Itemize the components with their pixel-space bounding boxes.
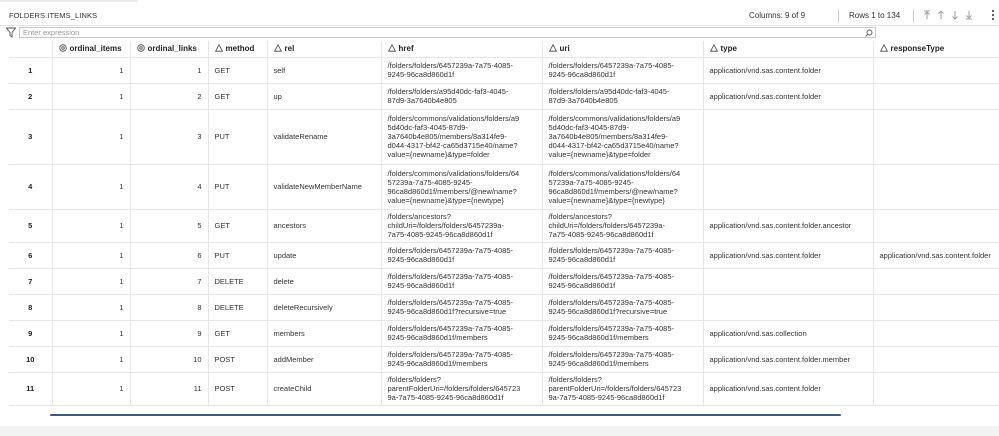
cell-href[interactable]: /folders/folders/a95d40dc-faf3-4045- 87d9-3a7640b4e805 [381,83,542,109]
cell-rel[interactable]: validateNewMemberName [267,164,381,209]
cell-method[interactable]: GET [208,57,267,83]
table-row[interactable] [9,57,999,83]
row-number: 9 [9,320,52,346]
cell-responsetype[interactable] [873,164,999,209]
cell-ordinal_links[interactable]: 7 [130,268,208,294]
cell-ordinal_items[interactable]: 1 [52,320,130,346]
column-header-label: responseType [890,44,945,54]
cell-method[interactable]: PUT [208,164,267,209]
cell-type[interactable]: application/vnd.sas.content.folder.member [703,346,873,372]
divider [913,10,914,22]
table-header-bar [0,4,999,26]
table-row[interactable] [9,320,999,346]
character-column-icon [710,44,718,52]
column-header-method[interactable] [208,41,267,57]
cell-uri[interactable]: /folders/folders/6457239a-7a75-4085- 9245-96ca8d860d1f [542,268,703,294]
expression-input[interactable] [23,28,853,37]
cell-href[interactable]: /folders/folders/6457239a-7a75-4085- 9245-96ca8d860d1f [381,57,542,83]
cell-ordinal_items[interactable]: 1 [52,372,130,405]
cell-ordinal_links[interactable]: 10 [130,346,208,372]
cell-rel[interactable]: update [267,242,381,268]
row-number: 2 [9,83,52,109]
table-row[interactable] [9,242,999,268]
cell-method[interactable]: POST [208,346,267,372]
cell-method[interactable]: DELETE [208,268,267,294]
cell-href[interactable]: /folders/folders/6457239a-7a75-4085- 9245-96ca8d860d1f [381,242,542,268]
cell-href[interactable]: /folders/folders/6457239a-7a75-4085- 9245-96ca8d860d1f?recursive=true [381,294,542,320]
tab-strip [0,0,999,3]
character-column-icon [549,44,557,52]
cell-responsetype[interactable] [873,109,999,164]
column-header-label: uri [559,44,570,54]
column-header-label: ordinal_links [147,44,197,54]
numeric-column-icon [59,44,67,52]
cell-responsetype[interactable]: application/vnd.sas.content.folder [873,242,999,268]
cell-responsetype[interactable] [873,294,999,320]
character-column-icon [388,44,396,52]
divider [838,10,839,22]
row-number: 3 [9,109,52,164]
table-row[interactable] [9,294,999,320]
cell-type[interactable]: application/vnd.sas.content.folder.ancestor [703,209,873,242]
column-header-label: rel [284,44,295,54]
cell-method[interactable]: GET [208,209,267,242]
table-row[interactable] [9,164,999,209]
cell-rel[interactable]: deleteRecursively [267,294,381,320]
cell-uri[interactable]: /folders/folders/6457239a-7a75-4085- 9245-96ca8d860d1f [542,57,703,83]
cell-ordinal_items[interactable]: 1 [52,83,130,109]
column-header-uri[interactable] [542,41,703,57]
cell-responsetype[interactable] [873,268,999,294]
row-number-header [9,41,52,57]
cell-uri[interactable]: /folders/folders? parentFolderUri=/folders/folders/645723 9a-7a75-4085-9245-96ca8d860d1f [542,372,703,405]
cell-type[interactable] [703,109,873,164]
cell-ordinal_links[interactable]: 8 [130,294,208,320]
table-row[interactable] [9,109,999,164]
cell-ordinal_links[interactable]: 1 [130,57,208,83]
cell-uri[interactable]: /folders/folders/6457239a-7a75-4085- 9245-96ca8d860d1f/members [542,320,703,346]
column-header-row [9,41,999,57]
numeric-column-icon [137,44,145,52]
column-header-label: ordinal_items [69,44,122,54]
previous-page-icon[interactable] [936,10,946,22]
cell-ordinal_links[interactable]: 2 [130,83,208,109]
rows-range-label: Rows 1 to 134 [849,11,901,20]
cell-responsetype[interactable] [873,320,999,346]
cell-type[interactable]: application/vnd.sas.content.folder [703,57,873,83]
horizontal-scrollbar-thumb[interactable] [50,414,841,416]
cell-uri[interactable]: /folders/folders/6457239a-7a75-4085- 9245-96ca8d860d1f?recursive=true [542,294,703,320]
cell-rel[interactable]: self [267,57,381,83]
cell-ordinal_items[interactable]: 1 [52,57,130,83]
table-body [9,57,999,405]
row-number: 1 [9,57,52,83]
cell-uri[interactable]: /folders/folders/6457239a-7a75-4085- 9245-96ca8d860d1f/members [542,346,703,372]
cell-rel[interactable]: up [267,83,381,109]
table-row[interactable] [9,372,999,405]
cell-uri[interactable]: /folders/ancestors? childUri=/folders/folders/6457239a- 7a75-4085-9245-96ca8d860d1f [542,209,703,242]
column-header-label: type [720,44,737,54]
cell-href[interactable]: /folders/folders/6457239a-7a75-4085- 9245-96ca8d860d1f/members [381,320,542,346]
cell-href[interactable]: /folders/folders/6457239a-7a75-4085- 9245-96ca8d860d1f [381,268,542,294]
cell-ordinal_links[interactable]: 11 [130,372,208,405]
cell-ordinal_items[interactable]: 1 [52,294,130,320]
cell-href[interactable]: /folders/commons/validations/folders/64 57239a-7a75-4085-9245- 96ca8d860d1f/members/@new/name? value={newname}&type={newtype} [381,164,542,209]
table-row[interactable] [9,346,999,372]
row-number: 6 [9,242,52,268]
cell-href[interactable]: /folders/ancestors? childUri=/folders/folders/6457239a- 7a75-4085-9245-96ca8d860d1f [381,209,542,242]
row-number: 5 [9,209,52,242]
character-column-icon [215,44,223,52]
cell-ordinal_links[interactable]: 6 [130,242,208,268]
cell-type[interactable] [703,268,873,294]
columns-count-button[interactable]: Columns: 9 of 9 [749,11,806,20]
cell-responsetype[interactable] [873,372,999,405]
cell-method[interactable]: POST [208,372,267,405]
column-header-responsetype[interactable] [873,41,999,57]
cell-ordinal_items[interactable]: 1 [52,109,130,164]
character-column-icon [274,44,282,52]
next-page-icon[interactable] [950,10,960,22]
cell-ordinal_items[interactable]: 1 [52,164,130,209]
cell-type[interactable]: application/vnd.sas.content.folder [703,83,873,109]
row-number: 11 [9,372,52,405]
cell-responsetype[interactable] [873,209,999,242]
cell-ordinal_items[interactable]: 1 [52,242,130,268]
cell-type[interactable]: application/vnd.sas.collection [703,320,873,346]
bottom-bar [0,426,999,436]
cell-ordinal_links[interactable]: 3 [130,109,208,164]
cell-ordinal_items[interactable]: 1 [52,209,130,242]
cell-href[interactable]: /folders/commons/validations/folders/a9 5d40dc-faf3-4045-87d9- 3a7640b4e805/members/8a314fe9- d044-4317-bf42-ca65d3715e40/name? value={newname}&type=folder [381,109,542,164]
cell-method[interactable]: PUT [208,242,267,268]
more-options-icon[interactable] [989,9,997,23]
column-header-ordinal_items[interactable] [52,41,130,57]
cell-rel[interactable]: delete [267,268,381,294]
cell-method[interactable]: GET [208,83,267,109]
cell-rel[interactable]: validateRename [267,109,381,164]
cell-uri[interactable]: /folders/commons/validations/folders/a9 5d40dc-faf3-4045-87d9- 3a7640b4e805/members/8a314fe9- d044-4317-bf42-ca65d3715e40/name? value={newname}&type=folder [542,109,703,164]
cell-method[interactable]: PUT [208,109,267,164]
cell-method[interactable]: DELETE [208,294,267,320]
table-row[interactable] [9,209,999,242]
filter-icon[interactable] [6,27,16,38]
row-number: 10 [9,346,52,372]
cell-uri[interactable]: /folders/folders/a95d40dc-faf3-4045- 87d9-3a7640b4e805 [542,83,703,109]
first-page-icon[interactable] [922,10,932,22]
active-tab-indicator [0,0,138,2]
row-number: 4 [9,164,52,209]
cell-responsetype[interactable] [873,57,999,83]
cell-uri[interactable]: /folders/folders/6457239a-7a75-4085- 9245-96ca8d860d1f [542,242,703,268]
cell-uri[interactable]: /folders/commons/validations/folders/64 57239a-7a75-4085-9245- 96ca8d860d1f/members/@new/name? value={newname}&type={newtype} [542,164,703,209]
cell-method[interactable]: GET [208,320,267,346]
cell-rel[interactable]: createChild [267,372,381,405]
cell-ordinal_items[interactable]: 1 [52,346,130,372]
cell-ordinal_links[interactable]: 5 [130,209,208,242]
row-number: 7 [9,268,52,294]
table-title: FOLDERS.ITEMS_LINKS [9,11,98,20]
cell-ordinal_links[interactable]: 4 [130,164,208,209]
cell-type[interactable]: application/vnd.sas.content.folder [703,372,873,405]
cell-href[interactable]: /folders/folders/6457239a-7a75-4085- 9245-96ca8d860d1f/members [381,346,542,372]
cell-ordinal_items[interactable]: 1 [52,268,130,294]
cell-rel[interactable]: members [267,320,381,346]
column-header-label: method [225,44,255,54]
cell-type[interactable]: application/vnd.sas.content.folder [703,242,873,268]
cell-ordinal_links[interactable]: 9 [130,320,208,346]
cell-responsetype[interactable] [873,83,999,109]
search-icon[interactable] [865,29,873,37]
expression-box [19,27,876,38]
cell-href[interactable]: /folders/folders? parentFolderUri=/folders/folders/645723 9a-7a75-4085-9245-96ca8d860d1f [381,372,542,405]
row-number: 8 [9,294,52,320]
column-header-ordinal_links[interactable] [130,41,208,57]
column-header-type[interactable] [703,41,873,57]
cell-responsetype[interactable] [873,346,999,372]
cell-rel[interactable]: addMember [267,346,381,372]
character-column-icon [880,44,888,52]
column-header-rel[interactable] [267,41,381,57]
cell-type[interactable] [703,294,873,320]
data-table [9,41,999,406]
filter-row [0,26,999,40]
cell-rel[interactable]: ancestors [267,209,381,242]
table-row[interactable] [9,83,999,109]
column-header-label: href [398,44,414,54]
last-page-icon[interactable] [964,10,974,22]
table-row[interactable] [9,268,999,294]
cell-type[interactable] [703,164,873,209]
column-header-href[interactable] [381,41,542,57]
